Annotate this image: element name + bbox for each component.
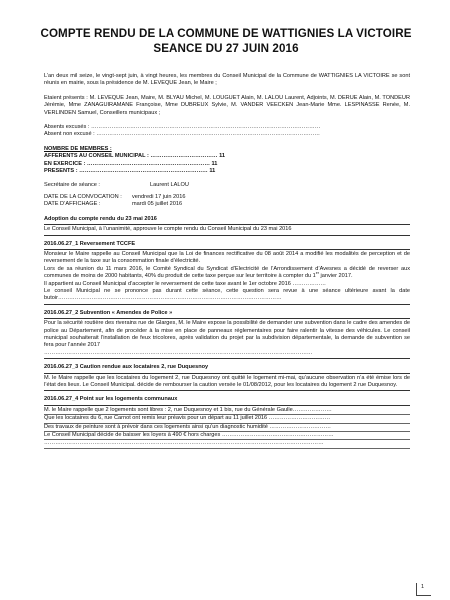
present-members: Etaient présents : M. LEVEQUE Jean, Maire, M. BLYAU Michel, M. LOUGUET Alain, M. LALOU Laurent, Adjoints, M. DERUE Alain, M. TONDEUR Jérémie, Mme ZANAGUIRAMANE Françoise, Mme DUBREUX Sylvie, M. VANDER VEECKEN Jean-Marie Mme. LESPINASSE Renée, M. VERLINDEN Samuel, Conseillers municipaux ; (44, 94, 410, 116)
section-1-paragraph-4: Le conseil Municipal ne se prononce pas durant cette séance, cette question sera revue à une séance ultérieure avant la date butoir………………………………………………………………………………………………………… (44, 287, 410, 302)
section-1-paragraph-3: Il appartient au Conseil Municipal d’accepter le reversement de cette taxe avant le 1er octobre 2016 ……………… (44, 280, 327, 287)
section-1-paragraph-2: Lors de sa réunion du 11 mars 2016, le Comité Syndical du Syndicat d’Electricité de l’Arrondissement d’Avesnes a décidé de reverser aux communes de moins de 2000 habitants, 40% du produit de cette taxe perçue sur leur territoire à compter du 1er janvier 2017. (44, 265, 410, 280)
convocation-row (44, 194, 410, 201)
secretary-value: Laurent LALOU (150, 182, 189, 189)
section-1-title: 2016.06.27_1 Reversement TCCFE (44, 241, 410, 250)
section-2-title: 2016.06.27_2 Subvention « Amendes de Police » (44, 310, 410, 319)
secretary-label: Secrétaire de séance : (44, 182, 100, 189)
page-number: 1 (421, 584, 425, 590)
section-1-paragraph-1: Monsieur le Maire rappelle au Conseil Municipal que la Loi de finances rectificative du 08 août 2014 a modifié les modalités de perception et de reversement de la taxe sur la consommation finale d’électricité. (44, 250, 410, 265)
members-afferents: AFFERENTS AU CONSEIL MUNICIPAL : ……………………………… 11 (44, 153, 225, 160)
posting-date-row (44, 201, 410, 208)
section-3-title: 2016.06.27_3 Caution rendue aux locataires 2, rue Duquesnoy (44, 364, 410, 373)
section-4-line-1: M. le Maire rappelle que 2 logements sont libres : 2, rue Duquesnoy et 1 bis, rue du Générale Gaulle………………… (44, 407, 410, 415)
absent-not-excused: Absent non excusé : ………………………………………………………………………………………………………… (44, 131, 320, 138)
document-title-line-2: SEANCE DU 27 JUIN 2016 (153, 42, 299, 55)
section-3-paragraph-1: M. le Maire rappelle que les locataires du logement 2, rue Duquesnoy ont quitté le logement mi-mai, qu’aucune observation n’a été émise lors de l’état des lieux. Le Conseil Municipal. décide de rembourser la caution versée le 01/08/2012, pour les locataires du logement 2 rue Duquesnoy. (44, 374, 410, 388)
convocation-label: DATE DE LA CONVOCATION : (44, 193, 122, 200)
absent-excused: Absents excusés : …………………………………………………………………………………………………………… (44, 124, 321, 131)
secretary-row (44, 182, 410, 189)
section-4-line-5: …………………………………………………………………………………………………………………………………… (44, 440, 410, 448)
posting-date-value: mardi 05 juillet 2016 (132, 201, 183, 208)
members-in-office: EN EXERCICE : ………………………………………………………… 11 (44, 160, 218, 167)
convocation-value: vendredi 17 juin 2016 (132, 193, 186, 200)
intro-paragraph: L’an deux mil seize, le vingt-sept juin, à vingt heures, les membres du Conseil Municipal de la Commune de WATTIGNIES LA VICTOIRE se sont réunis en mairie, sous la présidence de M. LEVEQUE Jean, le Maire ; (44, 73, 410, 87)
section-4-line-3: Des travaux de peinture sont à prévoir dans ces logements ainsi qu’un diagnostic humidité …………………………… (44, 424, 410, 432)
section-4-title: 2016.06.27_4 Point sur les logements communaux (44, 396, 410, 405)
section-2-paragraph-2: ……………………………………………………………………………………………………………………………… (44, 349, 313, 356)
members-heading: NOMBRE DE MEMBRES : (44, 145, 112, 152)
members-present: PRESENTS : …………………………………………………………… 11 (44, 168, 216, 175)
posting-date-label: DATE D’AFFICHAGE : (44, 201, 101, 208)
adoption-title: Adoption du compte rendu du 23 mai 2016 (44, 216, 410, 225)
adoption-text: Le Conseil Municipal, à l’unanimité, approuve le compte rendu du Conseil Municipal du 23 mai 2016 (44, 226, 292, 233)
section-2-paragraph-1: Pour la sécurité routière des riverains rue de Glarges, M. le Maire expose la possibilité de demander une subvention dans le cadre des amendes de police au Département, afin de procéder à la mise en place de panneaux réglementaires pour faire ralentir la vitesse des véhicules. Le conseil municipal souhaiterait l’installation de feux tricolores, après validation du projet par la subdivision départementale, la demande de subvention se fera pour l’année 2017 (44, 320, 410, 349)
section-4-line-2: Que les locataires du 6, rue Carnot ont remis leur préavis pour un départ au 11 juillet 2016 …………………………… (44, 415, 410, 423)
section-4-line-4: Le Conseil Municipal décide de baisser les loyers à 490 € hors charges …………………………………………………… (44, 432, 410, 440)
document-title-line-1: COMPTE RENDU DE LA COMMUNE DE WATTIGNIES LA VICTOIRE (40, 27, 412, 40)
